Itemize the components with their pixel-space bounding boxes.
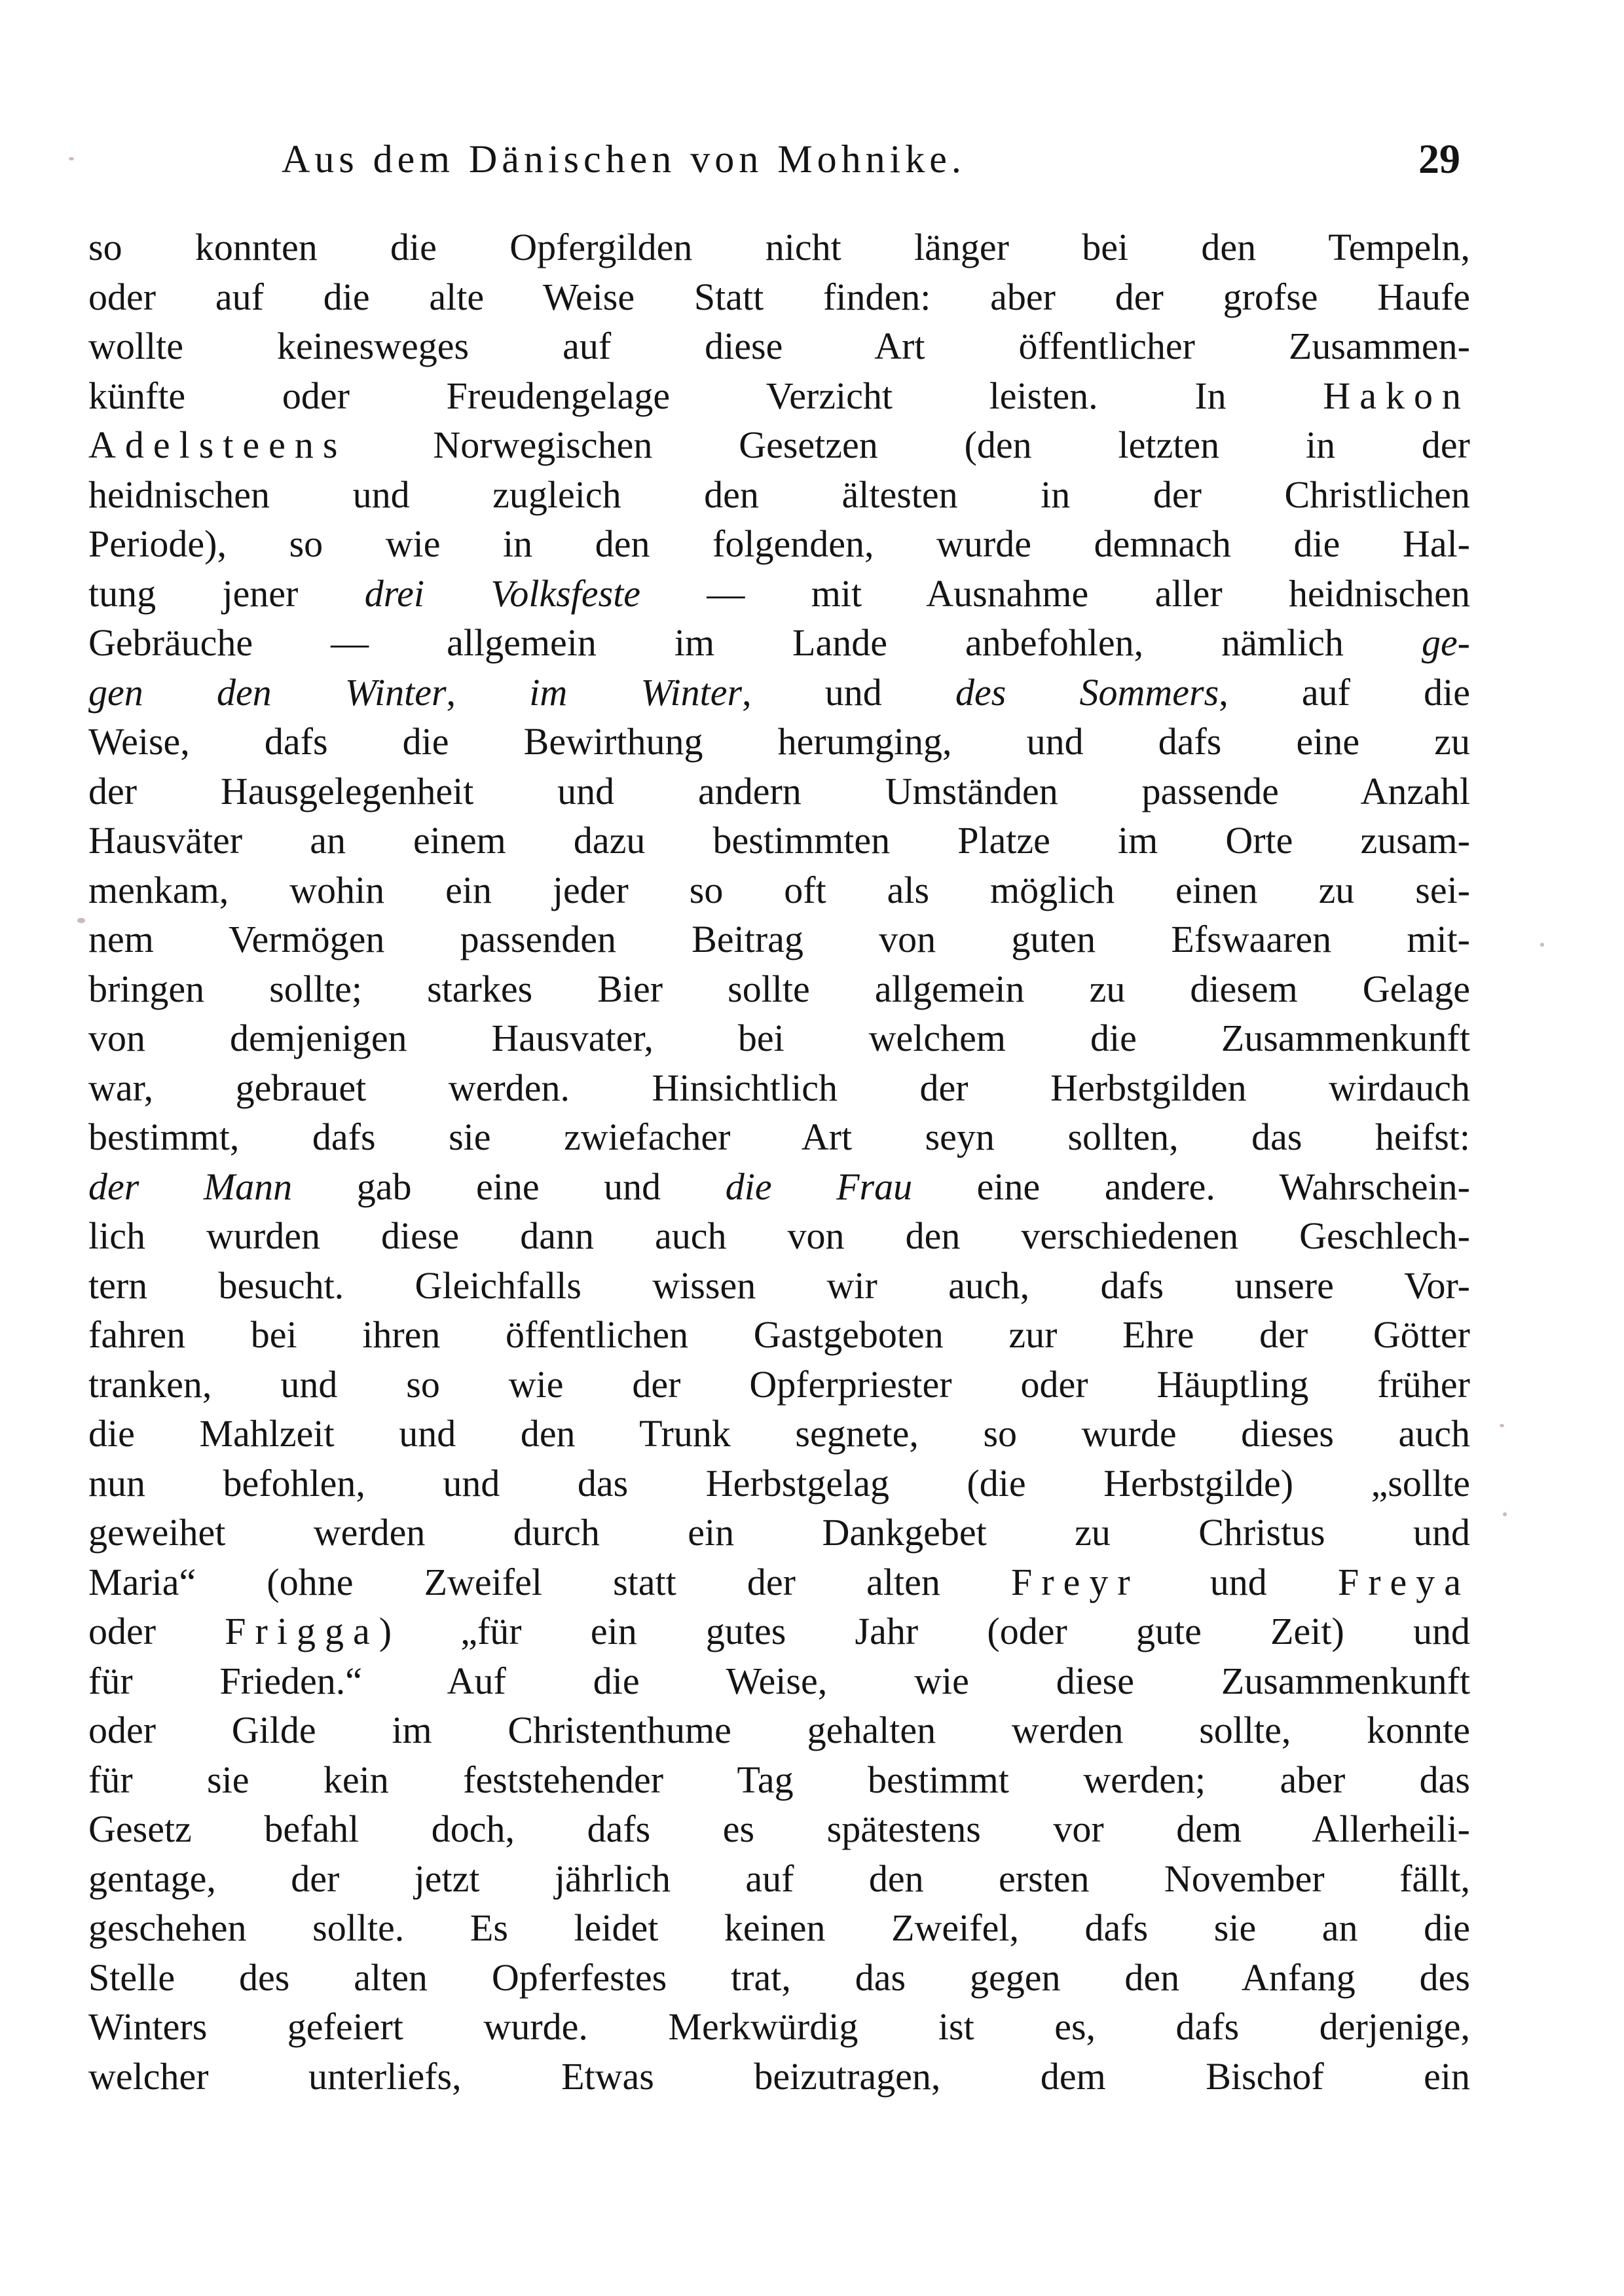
text-run: oder Gilde im Christenthume gehalten werden sollte, konnte <box>88 1709 1470 1751</box>
ink-speck <box>69 157 74 160</box>
text-line <box>88 2002 1470 2052</box>
text-run: , <box>446 670 530 714</box>
text-line <box>88 1705 1470 1755</box>
text-line <box>88 1162 1470 1212</box>
text-run: nun befohlen, und das Herbstgelag (die Herbstgilde) „sollte <box>88 1461 1470 1504</box>
text-run: — mit Ausnahme aller heidnischen <box>640 572 1471 615</box>
text-run: lich wurden diese dann auch von den verschiedenen Geschlech- <box>88 1214 1470 1257</box>
text-run: für sie kein feststehender Tag bestimmt werden; aber das <box>88 1758 1470 1801</box>
text-run: gentage, der jetzt jährlich auf den ersten November fällt, <box>88 1857 1470 1900</box>
text-run: bestimmt, dafs sie zwiefacher Art seyn sollten, das heifst: <box>88 1116 1470 1158</box>
text-run: von demjenigen Hausvater, bei welchem die Zusammenkunft <box>88 1017 1470 1059</box>
text-line <box>88 470 1470 520</box>
text-run: ) „für ein gutes Jahr (oder gute Zeit) und <box>378 1610 1471 1652</box>
text-run: heidnischen und zugleich den ältesten in der Christlichen <box>88 473 1470 516</box>
ink-speck <box>77 918 85 923</box>
text-line <box>88 816 1470 866</box>
text-line <box>88 1409 1470 1459</box>
text-line <box>88 2052 1470 2102</box>
text-line <box>88 1508 1470 1558</box>
text-line <box>88 964 1470 1014</box>
text-line <box>88 1755 1470 1805</box>
text-line <box>88 915 1470 964</box>
text-line <box>88 1953 1470 2003</box>
text-run: Norwegischen Gesetzen (den letzten in der <box>346 424 1470 466</box>
text-line <box>88 866 1470 915</box>
text-line <box>88 569 1470 619</box>
text-line <box>88 1360 1470 1410</box>
text-run: nem Vermögen passenden Beitrag von guten Efswaaren mit- <box>88 918 1470 960</box>
text-line <box>88 1063 1470 1113</box>
text-line <box>88 321 1470 371</box>
text-run: geweihet werden durch ein Dankgebet zu Christus und <box>88 1511 1470 1554</box>
ink-speck <box>1500 1424 1504 1427</box>
spaced-name: Frigga <box>225 1610 379 1652</box>
text-run: Gesetz befahl doch, dafs es spätestens vor dem Allerheili- <box>88 1808 1470 1850</box>
spaced-name: Adelsteens <box>88 424 347 466</box>
text-run: Winters gefeiert wurde. Merkwürdig ist es, dafs derjenige, <box>88 2005 1470 2048</box>
text-line <box>88 1112 1470 1162</box>
italic-text: gen den Winter <box>88 670 447 714</box>
ink-speck <box>1503 1512 1507 1516</box>
text-run: Hausväter an einem dazu bestimmten Platze im Orte zusam- <box>88 819 1470 862</box>
text-run: für Frieden.“ Auf die Weise, wie diese Zusammenkunft <box>88 1659 1470 1702</box>
spaced-name: Freyr <box>1011 1560 1139 1603</box>
text-run: bringen sollte; starkes Bier sollte allgemein zu diesem Gelage <box>88 967 1470 1010</box>
text-line <box>88 618 1470 668</box>
ink-speck <box>1540 943 1544 947</box>
text-run: , und <box>742 670 956 714</box>
text-run: , auf die <box>1219 670 1470 714</box>
italic-text: ge- <box>1421 621 1470 664</box>
text-line <box>88 371 1470 421</box>
text-run: so konnten die Opfergilden nicht länger bei den Tempeln, <box>88 226 1470 268</box>
text-line <box>88 420 1470 470</box>
text-run: Stelle des alten Opferfestes trat, das gegen den Anfang des <box>88 1956 1470 1999</box>
text-run: menkam, wohin ein jeder so oft als möglich einen zu sei- <box>88 868 1470 911</box>
text-run: künfte oder Freudengelage Verzicht leisten. In <box>88 374 1323 417</box>
text-run: tung jener <box>88 572 365 615</box>
text-run: oder <box>88 1610 225 1652</box>
text-line <box>88 1211 1470 1261</box>
text-run: fahren bei ihren öffentlichen Gastgeboten zur Ehre der Götter <box>88 1313 1470 1356</box>
text-run: oder auf die alte Weise Statt finden: aber der grofse Haufe <box>88 275 1470 318</box>
text-run: Weise, dafs die Bewirthung herumging, und dafs eine zu <box>88 720 1470 763</box>
text-line <box>88 1558 1470 1607</box>
page-number: 29 <box>1418 136 1460 182</box>
text-run: geschehen sollte. Es leidet keinen Zweifel, dafs sie an die <box>88 1906 1470 1949</box>
running-head <box>282 130 1460 189</box>
text-line <box>88 519 1470 569</box>
italic-text: der Mann <box>88 1165 293 1208</box>
italic-text: die Frau <box>725 1165 913 1208</box>
text-run: und <box>1139 1560 1338 1603</box>
text-run: eine andere. Wahrschein- <box>912 1165 1470 1208</box>
text-line <box>88 223 1470 272</box>
text-run: die Mahlzeit und den Trunk segnete, so wurde dieses auch <box>88 1412 1470 1455</box>
spaced-name: Hakon <box>1323 374 1470 417</box>
body-text <box>88 223 1470 2101</box>
text-line <box>88 767 1470 816</box>
italic-text: des Sommers <box>955 670 1219 714</box>
spaced-name: Freya <box>1337 1560 1471 1603</box>
text-line <box>88 1903 1470 1953</box>
text-run: Maria“ (ohne Zweifel statt der alten <box>88 1560 1011 1603</box>
text-line <box>88 1459 1470 1508</box>
text-line <box>88 1013 1470 1063</box>
text-run: tern besucht. Gleichfalls wissen wir auch, dafs unsere Vor- <box>88 1264 1470 1307</box>
running-title: Aus dem Dänischen von Mohnike. <box>282 137 966 181</box>
text-run: Periode), so wie in den folgenden, wurde demnach die Hal- <box>88 522 1470 565</box>
text-run: welcher unterliefs, Etwas beizutragen, dem Bischof ein <box>88 2054 1470 2098</box>
text-run: Gebräuche — allgemein im Lande anbefohlen, nämlich <box>88 621 1422 664</box>
text-line <box>88 1607 1470 1656</box>
italic-text: drei Volksfeste <box>364 572 641 615</box>
text-line <box>88 272 1470 322</box>
text-line <box>88 1261 1470 1311</box>
text-run: der Hausgelegenheit und andern Umständen passende Anzahl <box>88 769 1470 812</box>
text-line <box>88 1310 1470 1360</box>
text-line <box>88 1854 1470 1904</box>
italic-text: im Winter <box>529 670 743 714</box>
text-run: wollte keinesweges auf diese Art öffentlicher Zusammen- <box>88 325 1470 367</box>
text-line <box>88 717 1470 767</box>
text-line <box>88 1656 1470 1706</box>
text-run: gab eine und <box>292 1165 726 1208</box>
text-run: tranken, und so wie der Opferpriester oder Häuptling früher <box>88 1362 1470 1406</box>
text-line <box>88 1804 1470 1854</box>
text-line <box>88 668 1470 718</box>
text-run: war, gebrauet werden. Hinsichtlich der Herbstgilden wirdauch <box>88 1066 1470 1109</box>
